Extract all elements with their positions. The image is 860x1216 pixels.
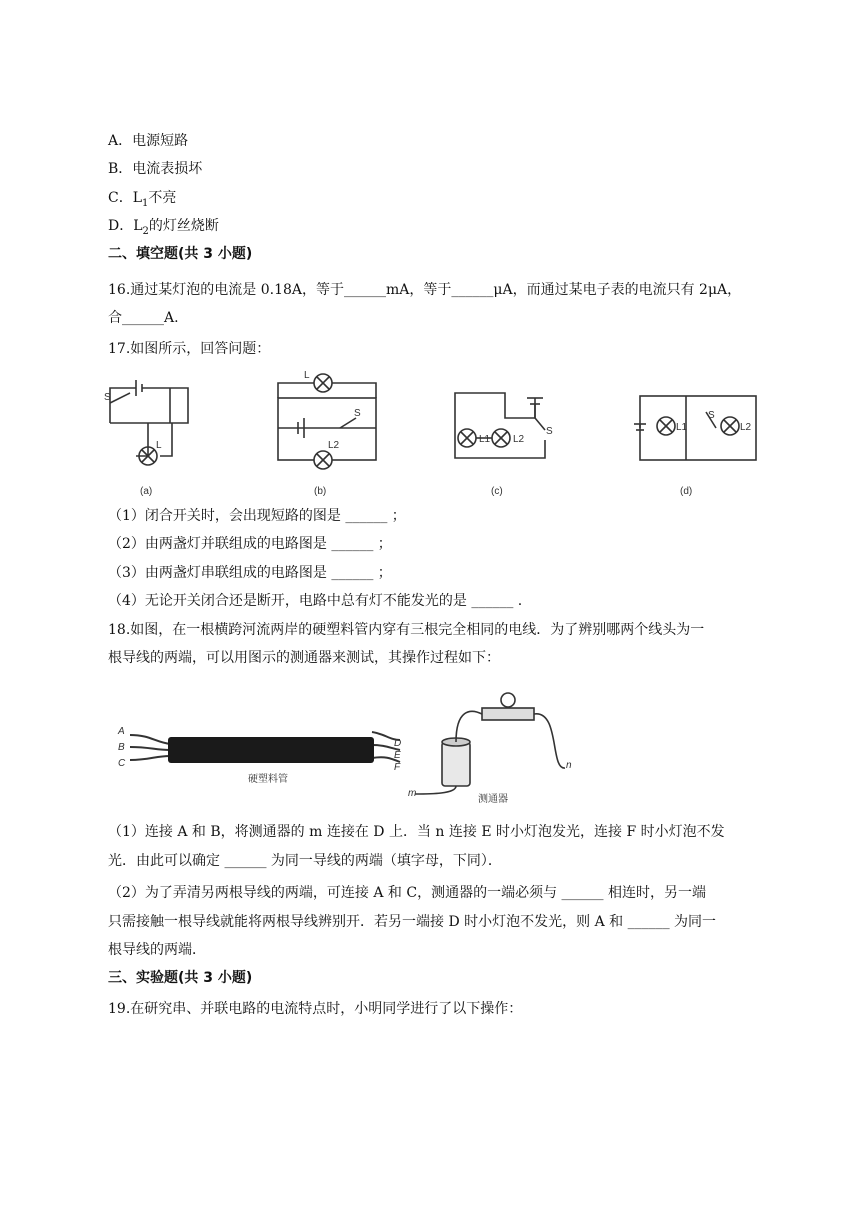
- q18-p1-line2: 光．由此可以确定 ______ 为同一导线的两端（填字母，下同）．: [108, 853, 502, 869]
- tester-end-n: n: [566, 760, 572, 771]
- switch-label-b: S: [354, 408, 361, 419]
- option-b: B．电流表损坏: [108, 161, 203, 177]
- wire-label-b: B: [118, 742, 125, 753]
- switch-label-c: S: [546, 426, 553, 437]
- wire-label-a: A: [118, 726, 125, 737]
- tester-bulb: [501, 693, 515, 707]
- lamp-label-a: L: [156, 440, 162, 451]
- q18-p2-line2: 只需接触一根导线就能将两根导线辨别开．若另一端接 D 时小灯泡不发光，则 A 和 ______ 为同一: [108, 914, 717, 930]
- q17-circuit-figures: [100, 368, 760, 498]
- fig-label-d: (d): [680, 486, 693, 497]
- fig-label-c: (c): [491, 486, 503, 497]
- switch-label-d: S: [708, 410, 715, 421]
- section-heading-fill-blank: 二、填空题(共 3 小题): [108, 246, 253, 262]
- q18-p1-line1: （1）连接 A 和 B，将测通器的 m 连接在 D 上．当 n 连接 E 时小灯泡发光，连接 F 时小灯泡不发: [108, 824, 725, 840]
- tube-label: 硬塑料管: [248, 774, 288, 785]
- lamp-label-c1: L1: [479, 434, 491, 445]
- circuit-a: [110, 380, 188, 465]
- lamp-label-b1: L: [304, 370, 310, 381]
- q18-p2-line3: 根导线的两端．: [108, 942, 206, 958]
- circuit-b: [278, 374, 376, 469]
- q18-line1: 18.如图，在一根横跨河流两岸的硬塑料管内穿有三根完全相同的电线．为了辨别哪两个线头为一: [108, 622, 705, 638]
- option-c: C．$L_1$不亮: [108, 190, 177, 209]
- q16-line1: 16.通过某灯泡的电流是 0.18A，等于______mA，等于______μA，而通过某电子表的电流只有 2μA，: [108, 282, 742, 298]
- option-a: A．电源短路: [108, 133, 189, 149]
- lamp-label-c2: L2: [513, 434, 525, 445]
- tester-end-m: m: [408, 788, 417, 799]
- lamp-label-b2: L2: [328, 440, 340, 451]
- circuit-c: [455, 393, 545, 458]
- wire-label-d: D: [394, 738, 402, 749]
- wire-label-f: F: [394, 762, 401, 773]
- tester-base: [482, 708, 534, 720]
- section-heading-experiment: 三、实验题(共 3 小题): [108, 970, 253, 986]
- q17-stem: 17.如图所示，回答问题：: [108, 341, 271, 357]
- q18-p2-line1: （2）为了弄清另两根导线的两端，可连接 A 和 C，测通器的一端必须与 ______ 相连时，另一端: [108, 885, 706, 901]
- lamp-label-d1: L1: [676, 422, 688, 433]
- q19-stem: 19.在研究串、并联电路的电流特点时，小明同学进行了以下操作：: [108, 1001, 523, 1017]
- circuit-d: [634, 396, 756, 460]
- switch-label-a: S: [104, 392, 111, 403]
- q17-sub2: （2）由两盏灯并联组成的电路图是 ______ ；: [108, 536, 392, 552]
- option-d: D．$L_2$的灯丝烧断: [108, 218, 219, 237]
- lamp-label-d2: L2: [740, 422, 752, 433]
- q18-figure: [110, 690, 590, 810]
- q17-sub4: （4）无论开关闭合还是断开，电路中总有灯不能发光的是 ______ .: [108, 593, 523, 609]
- q16-line2: 合______A.: [108, 310, 179, 326]
- tester-battery: [442, 742, 470, 786]
- tester-label: 测通器: [478, 794, 508, 805]
- wire-label-e: E: [394, 750, 401, 761]
- wire-label-c: C: [118, 758, 126, 769]
- q17-sub1: （1）闭合开关时，会出现短路的图是 ______ ；: [108, 508, 406, 524]
- fig-label-a: (a): [140, 486, 153, 497]
- plastic-tube: [168, 737, 374, 763]
- q18-line2: 根导线的两端，可以用图示的测通器来测试，其操作过程如下：: [108, 650, 500, 666]
- fig-label-b: (b): [314, 486, 327, 497]
- q17-sub3: （3）由两盏灯串联组成的电路图是 ______ ；: [108, 565, 392, 581]
